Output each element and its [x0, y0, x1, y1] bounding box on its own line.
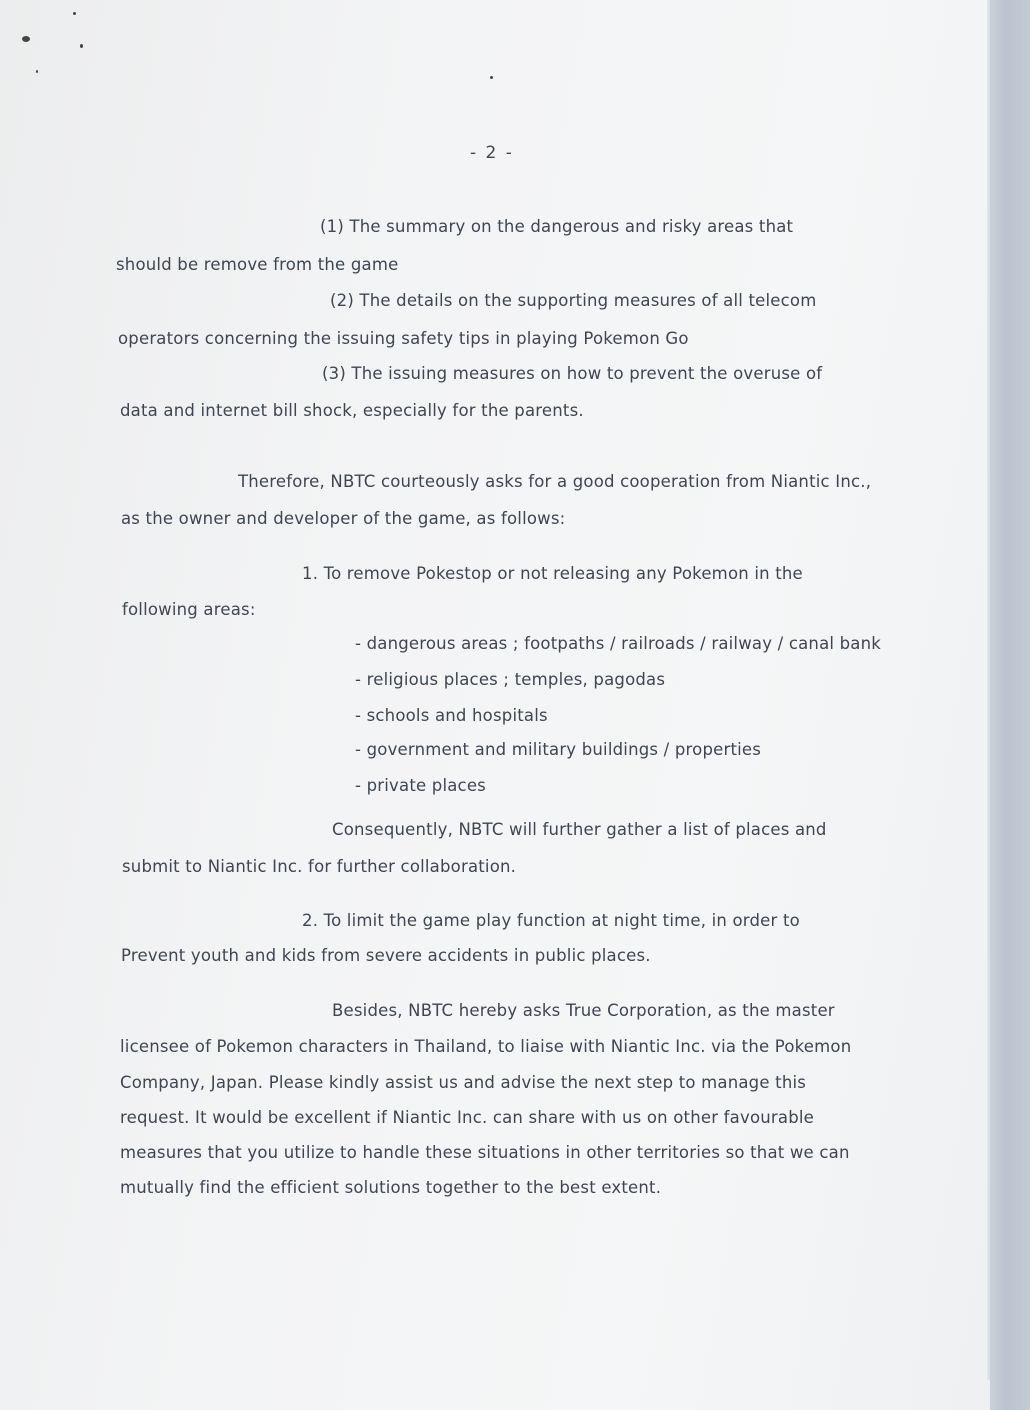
- point-1-line-1: 1. To remove Pokestop or not releasing any Pokemon in the: [302, 564, 803, 583]
- item-2-line-1: (2) The details on the supporting measures of all telecom: [330, 291, 817, 310]
- item-3-line-1: (3) The issuing measures on how to prevent the overuse of: [322, 364, 823, 383]
- besides-line: mutually find the efficient solutions together to the best extent.: [120, 1178, 662, 1197]
- ink-speck: [490, 76, 493, 79]
- item-1-line-1: (1) The summary on the dangerous and risky areas that: [320, 217, 794, 236]
- point-2-line-2: Prevent youth and kids from severe accidents in public places.: [121, 946, 651, 965]
- item-3-line-2: data and internet bill shock, especially for the parents.: [120, 401, 584, 420]
- ink-speck: [36, 70, 38, 73]
- ink-speck: [22, 36, 30, 42]
- besides-line: Company, Japan. Please kindly assist us and advise the next step to manage this: [120, 1073, 807, 1092]
- besides-line: measures that you utilize to handle these situations in other territories so that we can: [120, 1143, 850, 1162]
- ink-speck: [80, 44, 83, 48]
- consequently-line-1: Consequently, NBTC will further gather a list of places and: [332, 820, 827, 839]
- binder-edge: [990, 0, 1030, 1410]
- besides-line: Besides, NBTC hereby asks True Corporation, as the master: [332, 1001, 835, 1020]
- area-item: - private places: [355, 776, 486, 795]
- area-item: - dangerous areas ; footpaths / railroads / railway / canal bank: [355, 634, 882, 653]
- besides-line: request. It would be excellent if Niantic Inc. can share with us on other favourable: [120, 1108, 815, 1127]
- area-item: - religious places ; temples, pagodas: [355, 670, 666, 689]
- area-item: - government and military buildings / properties: [355, 740, 762, 759]
- item-2-line-2: operators concerning the issuing safety tips in playing Pokemon Go: [118, 329, 689, 348]
- point-1-line-2: following areas:: [122, 600, 256, 619]
- point-2-line-1: 2. To limit the game play function at night time, in order to: [302, 911, 800, 930]
- besides-line: licensee of Pokemon characters in Thailand, to liaise with Niantic Inc. via the Pokemon: [120, 1037, 852, 1056]
- consequently-line-2: submit to Niantic Inc. for further collaboration.: [122, 857, 517, 876]
- therefore-line-1: Therefore, NBTC courteously asks for a good cooperation from Niantic Inc.,: [238, 472, 872, 491]
- therefore-line-2: as the owner and developer of the game, as follows:: [121, 509, 566, 528]
- item-1-line-2: should be remove from the game: [116, 255, 399, 274]
- page-number: - 2 -: [470, 143, 514, 163]
- ink-speck: [73, 12, 76, 15]
- area-item: - schools and hospitals: [355, 706, 548, 725]
